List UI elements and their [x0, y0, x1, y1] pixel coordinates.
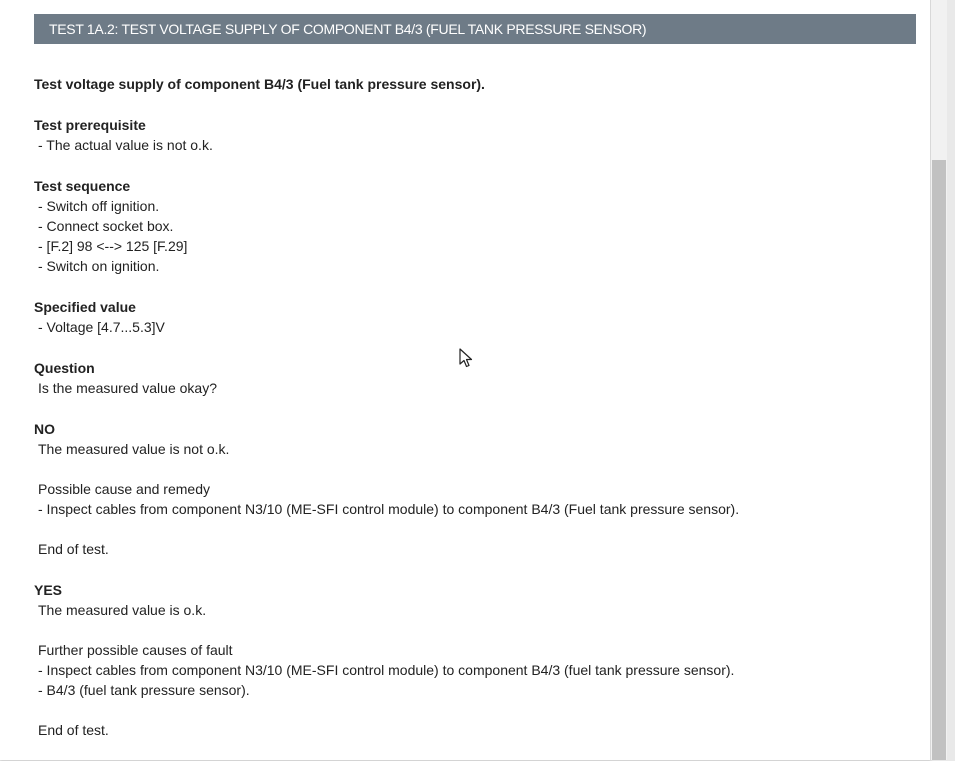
- no-cause-heading: Possible cause and remedy: [38, 481, 210, 497]
- question-heading: Question: [34, 360, 95, 376]
- no-result: The measured value is not o.k.: [38, 441, 230, 457]
- yes-cause-item: - Inspect cables from component N3/10 (ME-SFI control module) to component B4/3 (fuel tank pressure sensor).: [38, 662, 735, 678]
- prerequisite-item: - The actual value is not o.k.: [38, 137, 213, 153]
- no-cause-item: - Inspect cables from component N3/10 (ME-SFI control module) to component B4/3 (Fuel tank pressure sensor).: [38, 501, 740, 517]
- yes-section: [34, 580, 914, 740]
- specified-section: [34, 297, 914, 337]
- scrollbar-thumb[interactable]: [932, 160, 946, 760]
- specified-item: - Voltage [4.7...5.3]V: [38, 319, 165, 335]
- spacer: [34, 519, 914, 539]
- yes-result: The measured value is o.k.: [38, 602, 207, 618]
- yes-cause-item: - B4/3 (fuel tank pressure sensor).: [38, 682, 250, 698]
- no-end-text: End of test.: [38, 541, 109, 557]
- no-section: [34, 419, 914, 559]
- prerequisite-section: [34, 115, 914, 155]
- question-text: Is the measured value okay?: [38, 380, 217, 396]
- sequence-item: - Switch off ignition.: [38, 198, 160, 214]
- prerequisite-heading: Test prerequisite: [34, 117, 146, 133]
- mouse-pointer-icon: [459, 348, 473, 368]
- sequence-section: [34, 176, 914, 276]
- page-title: TEST 1A.2: TEST VOLTAGE SUPPLY OF COMPONENT B4/3 (FUEL TANK PRESSURE SENSOR): [34, 14, 916, 44]
- sequence-heading: Test sequence: [34, 178, 131, 194]
- question-section: [34, 358, 914, 398]
- spacer: [34, 620, 914, 640]
- sequence-item: - Switch on ignition.: [38, 258, 160, 274]
- sequence-item: - [F.2] 98 <--> 125 [F.29]: [38, 238, 188, 254]
- yes-end-text: End of test.: [38, 722, 109, 738]
- intro-text: Test voltage supply of component B4/3 (Fuel tank pressure sensor).: [34, 76, 485, 92]
- yes-heading: YES: [34, 582, 63, 598]
- spacer: [34, 459, 914, 479]
- no-heading: NO: [34, 421, 55, 437]
- document-content: [34, 74, 914, 761]
- sequence-item: - Connect socket box.: [38, 218, 174, 234]
- spacer: [34, 700, 914, 720]
- yes-cause-heading: Further possible causes of fault: [38, 642, 233, 658]
- specified-heading: Specified value: [34, 299, 136, 315]
